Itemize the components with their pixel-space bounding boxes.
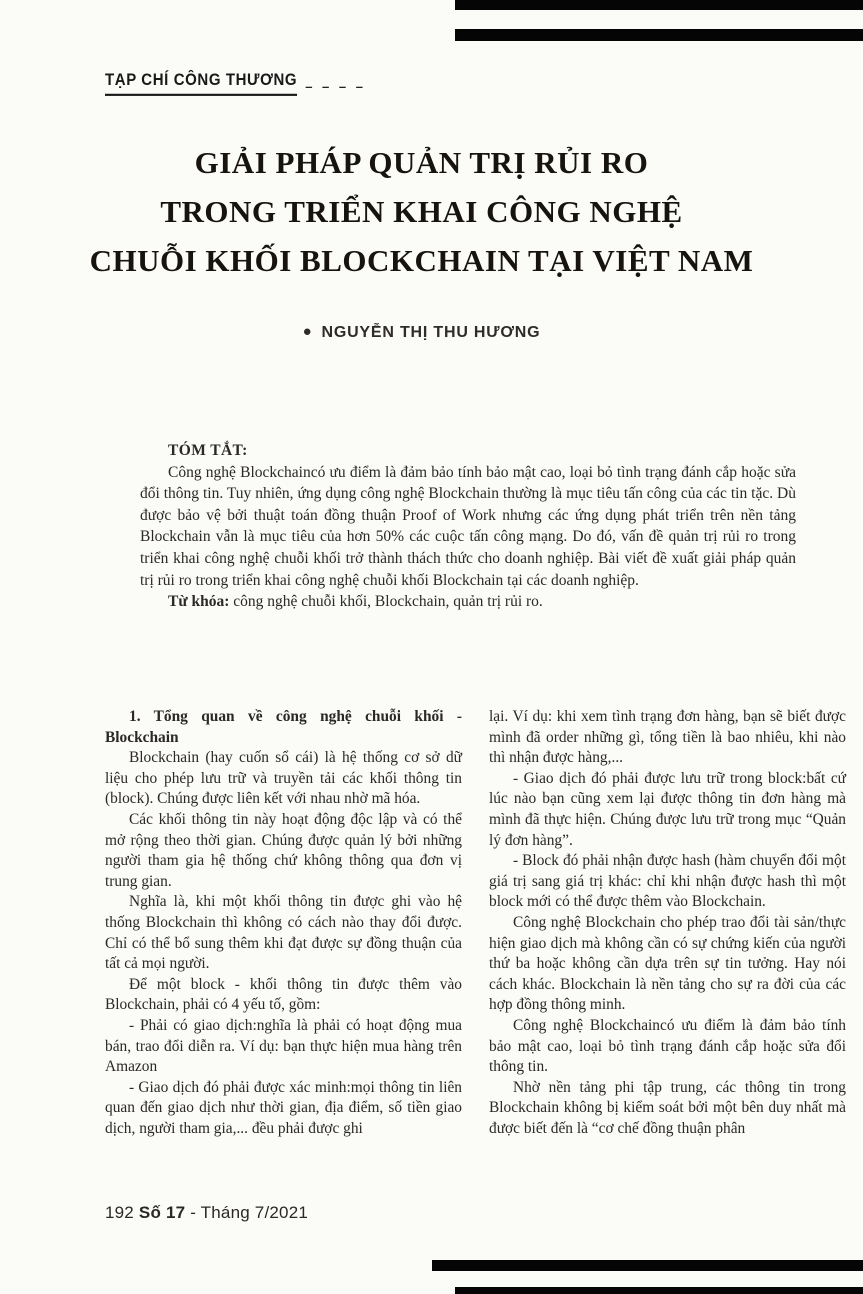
- author-name: NGUYỄN THỊ THU HƯƠNG: [321, 324, 541, 341]
- footer-page-number: 192: [105, 1203, 134, 1222]
- section-heading: 1. Tổng quan về công nghệ chuỗi khối - Blockchain: [105, 708, 462, 746]
- article-title: [0, 138, 843, 285]
- scan-artifact-bar: [432, 1260, 863, 1271]
- journal-logo: TẠP CHÍ CÔNG THƯƠNG: [105, 71, 297, 96]
- keywords-text: công nghệ chuỗi khối, Blockchain, quản trị rủi ro.: [233, 593, 543, 611]
- keywords-line: [140, 591, 796, 613]
- paragraph: - Giao dịch đó phải được xác minh:mọi thông tin liên quan đến giao dịch như thời gian, địa điểm, số tiền giao dịch, người tham gia,... đều phải được ghi: [105, 1078, 462, 1137]
- keywords-label: Từ khóa:: [168, 593, 230, 611]
- paragraph: Blockchain (hay cuốn sổ cái) là hệ thống cơ sở dữ liệu cho phép lưu trữ và truyền tải các khối thông tin (block). Chúng được liên kết với nhau nhờ mã hóa.: [105, 749, 462, 808]
- article-title-line: GIẢI PHÁP QUẢN TRỊ RỦI RO: [194, 145, 649, 180]
- paragraph: Các khối thông tin này hoạt động độc lập và có thể mở rộng theo thời gian. Chúng được quản lý bởi những người tham gia hệ thống chứ không thông qua đơn vị trung gian.: [105, 810, 462, 890]
- paragraph: Để một block - khối thông tin được thêm vào Blockchain, phải có 4 yếu tố, gồm:: [105, 975, 462, 1014]
- paragraph: - Block đó phải nhận được hash (hàm chuyển đổi một giá trị sang giá trị khác: chỉ khi nhận được hash thì một block mới có thể được thêm vào Blockchain.: [489, 852, 846, 911]
- scan-artifact-bar: [455, 0, 863, 10]
- scan-artifact-bar: [455, 1287, 863, 1294]
- paragraph: lại. Ví dụ: khi xem tình trạng đơn hàng, bạn sẽ biết được mình đã order những gì, tổng tiền là bao nhiêu, khi nào thì nhận được hàng,...: [489, 708, 846, 767]
- author-line: [0, 324, 843, 342]
- paragraph: - Phải có giao dịch:nghĩa là phải có hoạt động mua bán, trao đổi diễn ra. Ví dụ: bạn thực hiện mua hàng trên Amazon: [105, 1016, 462, 1076]
- paragraph: Nhờ nền tảng phi tập trung, các thông tin trong Blockchain không bị kiểm soát bởi một bên duy nhất mà được biết đến là “cơ chế đồng thuận phân: [489, 1078, 846, 1137]
- abstract-section: [140, 440, 796, 613]
- left-column: [105, 707, 462, 1139]
- footer-issue: Số 17: [138, 1203, 186, 1222]
- right-column: [489, 707, 846, 1139]
- abstract-body: Công nghệ Blockchaincó ưu điểm là đảm bảo tính bảo mật cao, loại bỏ tình trạng đánh cắp hoặc sửa đổi thông tin. Tuy nhiên, ứng dụng công nghệ Blockchain thường là mục tiêu tấn công của các tin tặc. Dù được bảo vệ bởi thuật toán đồng thuận Proof of Work nhưng các ứng dụng phát triển trên nền tảng Blockchain vẫn là mục tiêu của hơn 50% các cuộc tấn công mạng. Do đó, vấn đề quản trị rủi ro trong triển khai công nghệ chuỗi khối trở thành thách thức cho doanh nghiệp. Bài viết đề xuất giải pháp quản trị rủi ro trong triển khai công nghệ chuỗi khối Blockchain tại các doanh nghiệp.: [140, 463, 796, 589]
- author-bullet-icon: ●: [302, 323, 313, 340]
- paragraph: - Giao dịch đó phải được lưu trữ trong block:bất cứ lúc nào bạn cũng xem lại được thông tin đơn hàng mà mình đã thực hiện. Chúng được lưu trữ trong mục “Quản lý đơn hàng”.: [489, 769, 846, 849]
- article-title-line: TRONG TRIỂN KHAI CÔNG NGHỆ: [160, 194, 683, 229]
- footer-date: - Tháng 7/2021: [190, 1203, 309, 1222]
- paragraph: Công nghệ Blockchaincó ưu điểm là đảm bảo tính bảo mật cao, loại bỏ tình trạng đánh cắp hoặc sửa đổi thông tin.: [489, 1016, 846, 1076]
- abstract-heading: TÓM TẮT:: [168, 442, 248, 459]
- body-columns: [105, 707, 847, 1139]
- paragraph: Nghĩa là, khi một khối thông tin được ghi vào hệ thống Blockchain thì không có cách nào thay đổi được. Chỉ có thể bổ sung thêm khi đạt được sự đồng thuận của tất cả mọi người.: [105, 893, 462, 973]
- page-footer: [105, 1203, 308, 1223]
- scan-artifact-bar: [455, 29, 863, 41]
- logo-dashes-decoration: – – – –: [305, 79, 366, 94]
- article-title-line: CHUỖI KHỐI BLOCKCHAIN TẠI VIỆT NAM: [89, 243, 754, 278]
- paragraph: Công nghệ Blockchain cho phép trao đổi tài sản/thực hiện giao dịch mà không cần có sự chứng kiến của người thứ ba hoặc không cần dựa trên sự tin tưởng. Hay nói cách khác. Blockchain là nền tảng cho sự ra đời của các hợp đồng thông minh.: [489, 913, 846, 1014]
- journal-header: [105, 72, 366, 95]
